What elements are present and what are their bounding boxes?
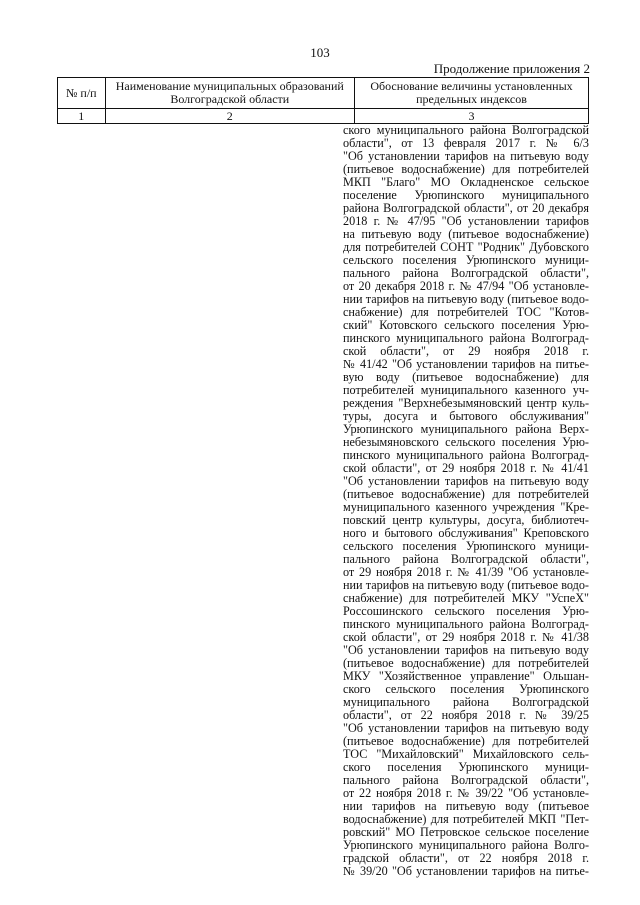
text-line: ского поселения Урюпинского муници-	[343, 760, 589, 774]
header-table	[57, 77, 589, 124]
text-line: МКУ "Хозяйственное управление" Ольшан-	[343, 669, 589, 683]
column-index-1: 1	[58, 109, 106, 124]
text-line: сельского поселения Урюпинского муници-	[343, 539, 589, 553]
text-line: на питьевую воду (питьевое водоснабжение)	[343, 227, 589, 241]
text-line: 2018 г. № 47/95 "Об установлении тарифов	[343, 214, 589, 228]
page-number: 103	[310, 45, 330, 60]
text-line: "Об установлении тарифов на питьевую воду	[343, 643, 589, 657]
text-line: ного и бытового обслуживания" Креповского	[343, 526, 589, 540]
text-line: пального района Волгоградской области",	[343, 773, 589, 787]
text-line: нии тарифов на питьевую воду (питьевое	[343, 799, 589, 813]
text-line: области", от 13 февраля 2017 г. № 6/3	[343, 136, 589, 150]
text-line: (питьевое водоснабжение) для потребителей	[343, 734, 589, 748]
text-line: "Об установлении тарифов на питьевую воду	[343, 149, 589, 163]
text-line: небезымяновского сельского поселения Урю-	[343, 435, 589, 449]
text-line: вую воду (питьевое водоснабжение) для	[343, 370, 589, 384]
text-line: пинского муниципального района Волгоград-	[343, 448, 589, 462]
text-line: ского сельского поселения Урюпинского	[343, 682, 589, 696]
text-line: МКП "Благо" МО Окладненское сельское	[343, 175, 589, 189]
text-line: потребителей муниципального казенного уч-	[343, 383, 589, 397]
text-line: (питьевое водоснабжение) для потребителей	[343, 487, 589, 501]
text-line: пинского муниципального района Волгоград-	[343, 331, 589, 345]
text-line: Урюпинского муниципального района Верх-	[343, 422, 589, 436]
text-line: сельского поселения Урюпинского муници-	[343, 253, 589, 267]
text-line: повский центр культуры, досуга, библиотеч-	[343, 513, 589, 527]
text-line: снабжение) для потребителей МКУ "УспеХ"	[343, 591, 589, 605]
text-line: "Об установлении тарифов на питьевую воду	[343, 474, 589, 488]
text-line: от 22 ноября 2018 г. № 39/22 "Об установле-	[343, 786, 589, 800]
header-row	[58, 78, 589, 109]
text-line: водоснабжение) для потребителей МКП "Пет-	[343, 812, 589, 826]
text-line: градской области", от 22 ноября 2018 г.	[343, 851, 589, 865]
text-line: ского муниципального района Волгоградской	[343, 123, 589, 137]
header-num-cell: № п/п	[58, 78, 106, 109]
text-line: № 39/20 "Об установлении тарифов на питье-	[343, 864, 589, 878]
header-name-cell: Наименование муниципальных образований Волгоградской области	[105, 78, 354, 109]
text-line: от 29 ноября 2018 г. № 41/39 "Об установле-	[343, 565, 589, 579]
column-index-2: 2	[105, 109, 354, 124]
text-line: Урюпинского муниципального района Волго-	[343, 838, 589, 852]
text-line: области", от 22 ноября 2018 г. № 39/25	[343, 708, 589, 722]
text-line: ровский" МО Петровское сельское поселение	[343, 825, 589, 839]
text-line: района Волгоградской области", от 20 декабря	[343, 201, 589, 215]
column-index-row	[58, 109, 589, 124]
text-line: (питьевое водоснабжение) для потребителей	[343, 656, 589, 670]
text-line: ТОС "Михайловский" Михайловского сель-	[343, 747, 589, 761]
text-line: ской области", от 29 ноября 2018 г.	[343, 344, 589, 358]
text-line: № 41/42 "Об установлении тарифов на питье-	[343, 357, 589, 371]
text-line: ский" Котовского сельского поселения Урю-	[343, 318, 589, 332]
text-line: Россошинского сельского поселения Урю-	[343, 604, 589, 618]
text-line: снабжение) для потребителей ТОС "Котов-	[343, 305, 589, 319]
text-line: пального района Волгоградской области",	[343, 266, 589, 280]
text-line: нии тарифов на питьевую воду (питьевое водо-	[343, 292, 589, 306]
text-line: пального района Волгоградской области",	[343, 552, 589, 566]
text-line: "Об установлении тарифов на питьевую воду	[343, 721, 589, 735]
appendix-continuation-label: Продолжение приложения 2	[433, 61, 590, 76]
text-line: для потребителей СОНТ "Родник" Дубовского	[343, 240, 589, 254]
text-line: (питьевое водоснабжение) для потребителей	[343, 162, 589, 176]
text-line: ской области", от 29 ноября 2018 г. № 41/41	[343, 461, 589, 475]
text-line: поселение Урюпинского муниципального	[343, 188, 589, 202]
text-line: реждения "Верхнебезымяновский центр куль-	[343, 396, 589, 410]
basis-text-column	[343, 124, 589, 878]
text-line: от 20 декабря 2018 г. № 47/94 "Об установле-	[343, 279, 589, 293]
text-line: муниципального казенного учреждения "Кре-	[343, 500, 589, 514]
text-line: ской области", от 29 ноября 2018 г. № 41/38	[343, 630, 589, 644]
column-index-3: 3	[355, 109, 589, 124]
text-line: нии тарифов на питьевую воду (питьевое водо-	[343, 578, 589, 592]
text-line: пинского муниципального района Волгоград-	[343, 617, 589, 631]
text-line: муниципального района Волгоградской	[343, 695, 589, 709]
text-line: туры, досуга и бытового обслуживания"	[343, 409, 589, 423]
header-basis-cell: Обоснование величины установленных предельных индексов	[355, 78, 589, 109]
